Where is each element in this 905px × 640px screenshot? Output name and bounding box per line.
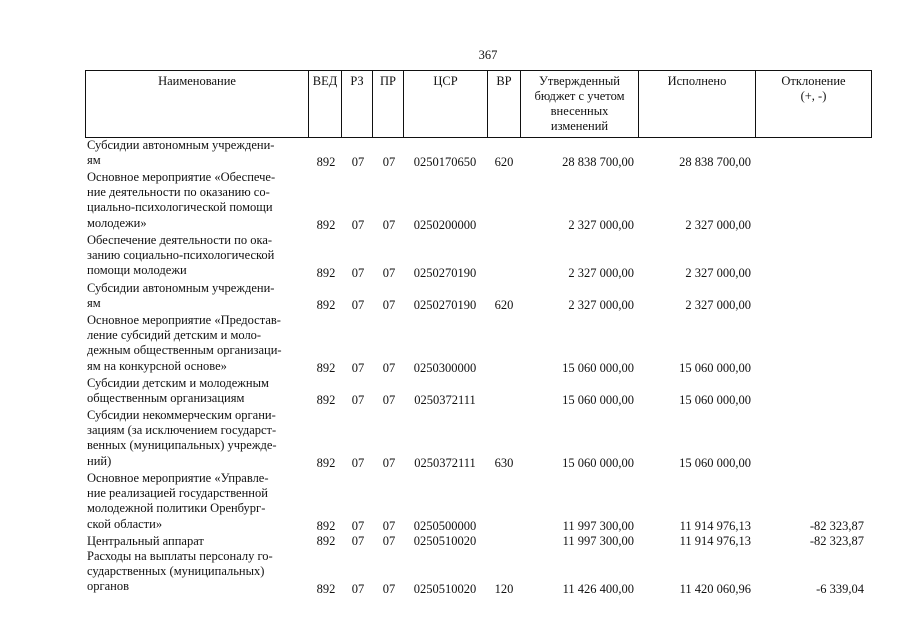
row-name: Субсидии некоммерческим органи- зациям (за исключением государст- венных (муниципальных) учрежде- ний) — [87, 408, 277, 468]
row-executed: 11 914 976,13 — [679, 518, 751, 533]
row-ved: 892 — [316, 581, 336, 596]
header-executed: Исполнено — [639, 71, 756, 137]
row-pr: 07 — [382, 518, 396, 533]
row-name: Расходы на выплаты персоналу го- сударственных (муниципальных) органов — [87, 549, 273, 594]
row-executed: 2 327 000,00 — [685, 297, 751, 312]
row-name: Основное мероприятие «Управле- ние реализацией государственной молодежной политики Оренбург- ской области» — [87, 471, 269, 531]
table-row — [0, 313, 905, 376]
row-name: Основное мероприятие «Предостав- ление субсидий детским и моло- дежным общественным организаци- ям на конкурсной основе» — [87, 313, 282, 373]
row-name: Субсидии автономным учреждени- ям — [87, 281, 275, 311]
row-approved: 15 060 000,00 — [562, 392, 634, 407]
table-body — [0, 138, 905, 597]
row-pr: 07 — [382, 360, 396, 375]
row-rz: 07 — [351, 265, 365, 280]
row-pr: 07 — [382, 297, 396, 312]
row-pr: 07 — [382, 217, 396, 232]
table-row — [0, 233, 905, 281]
row-ved: 892 — [316, 518, 336, 533]
header-approved: Утвержденный бюджет с учетом внесенных изменений — [521, 71, 639, 137]
row-vr: 620 — [494, 154, 514, 169]
row-pr: 07 — [382, 581, 396, 596]
table-row — [0, 534, 905, 549]
row-ved: 892 — [316, 392, 336, 407]
table-row — [0, 471, 905, 534]
row-executed: 11 420 060,96 — [679, 581, 751, 596]
header-csr: ЦСР — [404, 71, 488, 137]
row-vr: 620 — [494, 297, 514, 312]
row-approved: 11 997 300,00 — [562, 533, 634, 548]
row-approved: 11 997 300,00 — [562, 518, 634, 533]
row-pr: 07 — [382, 265, 396, 280]
row-csr: 0250270190 — [413, 265, 477, 280]
row-csr: 0250300000 — [413, 360, 477, 375]
row-approved: 15 060 000,00 — [562, 360, 634, 375]
row-deviation: -6 339,04 — [816, 581, 864, 596]
row-deviation: -82 323,87 — [809, 518, 864, 533]
row-approved: 28 838 700,00 — [562, 154, 634, 169]
row-csr: 0250510020 — [413, 533, 477, 548]
row-approved: 2 327 000,00 — [568, 297, 634, 312]
row-deviation: -82 323,87 — [809, 533, 864, 548]
row-rz: 07 — [351, 533, 365, 548]
row-pr: 07 — [382, 533, 396, 548]
row-executed: 11 914 976,13 — [679, 533, 751, 548]
row-name: Субсидии автономным учреждени- ям — [87, 138, 275, 168]
header-pr: ПР — [373, 71, 404, 137]
row-pr: 07 — [382, 154, 396, 169]
row-approved: 15 060 000,00 — [562, 455, 634, 470]
row-approved: 2 327 000,00 — [568, 217, 634, 232]
row-vr: 120 — [494, 581, 514, 596]
row-name: Основное мероприятие «Обеспече- ние деятельности по оказанию со- циально-психологической помощи молодежи» — [87, 170, 276, 230]
row-rz: 07 — [351, 217, 365, 232]
row-executed: 2 327 000,00 — [685, 265, 751, 280]
row-csr: 0250270190 — [413, 297, 477, 312]
row-rz: 07 — [351, 154, 365, 169]
table-row — [0, 549, 905, 597]
row-name: Центральный аппарат — [87, 534, 204, 548]
row-csr: 0250510020 — [413, 581, 477, 596]
row-executed: 15 060 000,00 — [679, 360, 751, 375]
row-executed: 28 838 700,00 — [679, 154, 751, 169]
row-rz: 07 — [351, 518, 365, 533]
row-ved: 892 — [316, 455, 336, 470]
row-csr: 0250200000 — [413, 217, 477, 232]
row-ved: 892 — [316, 217, 336, 232]
row-rz: 07 — [351, 297, 365, 312]
table-row — [0, 281, 905, 313]
row-ved: 892 — [316, 360, 336, 375]
row-name: Обеспечение деятельности по ока- занию социально-психологической помощи молодежи — [87, 233, 275, 278]
row-name: Субсидии детским и молодежным общественным организациям — [87, 376, 269, 406]
row-vr: 630 — [494, 455, 514, 470]
table-row — [0, 376, 905, 408]
row-pr: 07 — [382, 455, 396, 470]
page-number: 367 — [478, 48, 498, 62]
row-rz: 07 — [351, 581, 365, 596]
row-ved: 892 — [316, 533, 336, 548]
row-pr: 07 — [382, 392, 396, 407]
table-header — [85, 70, 872, 138]
header-rz: РЗ — [342, 71, 373, 137]
row-ved: 892 — [316, 154, 336, 169]
row-rz: 07 — [351, 360, 365, 375]
row-approved: 2 327 000,00 — [568, 265, 634, 280]
row-approved: 11 426 400,00 — [562, 581, 634, 596]
row-executed: 15 060 000,00 — [679, 455, 751, 470]
row-csr: 0250372111 — [414, 455, 476, 470]
header-name: Наименование — [86, 71, 309, 137]
row-csr: 0250170650 — [413, 154, 477, 169]
header-vr: ВР — [488, 71, 521, 137]
header-deviation: Отклонение (+, -) — [781, 74, 846, 103]
row-csr: 0250500000 — [413, 518, 477, 533]
row-csr: 0250372111 — [414, 392, 476, 407]
row-rz: 07 — [351, 392, 365, 407]
row-ved: 892 — [316, 265, 336, 280]
row-rz: 07 — [351, 455, 365, 470]
row-executed: 15 060 000,00 — [679, 392, 751, 407]
table-row — [0, 170, 905, 233]
table-row — [0, 138, 905, 170]
table-row — [0, 408, 905, 471]
row-executed: 2 327 000,00 — [685, 217, 751, 232]
row-ved: 892 — [316, 297, 336, 312]
header-ved: ВЕД — [309, 71, 342, 137]
